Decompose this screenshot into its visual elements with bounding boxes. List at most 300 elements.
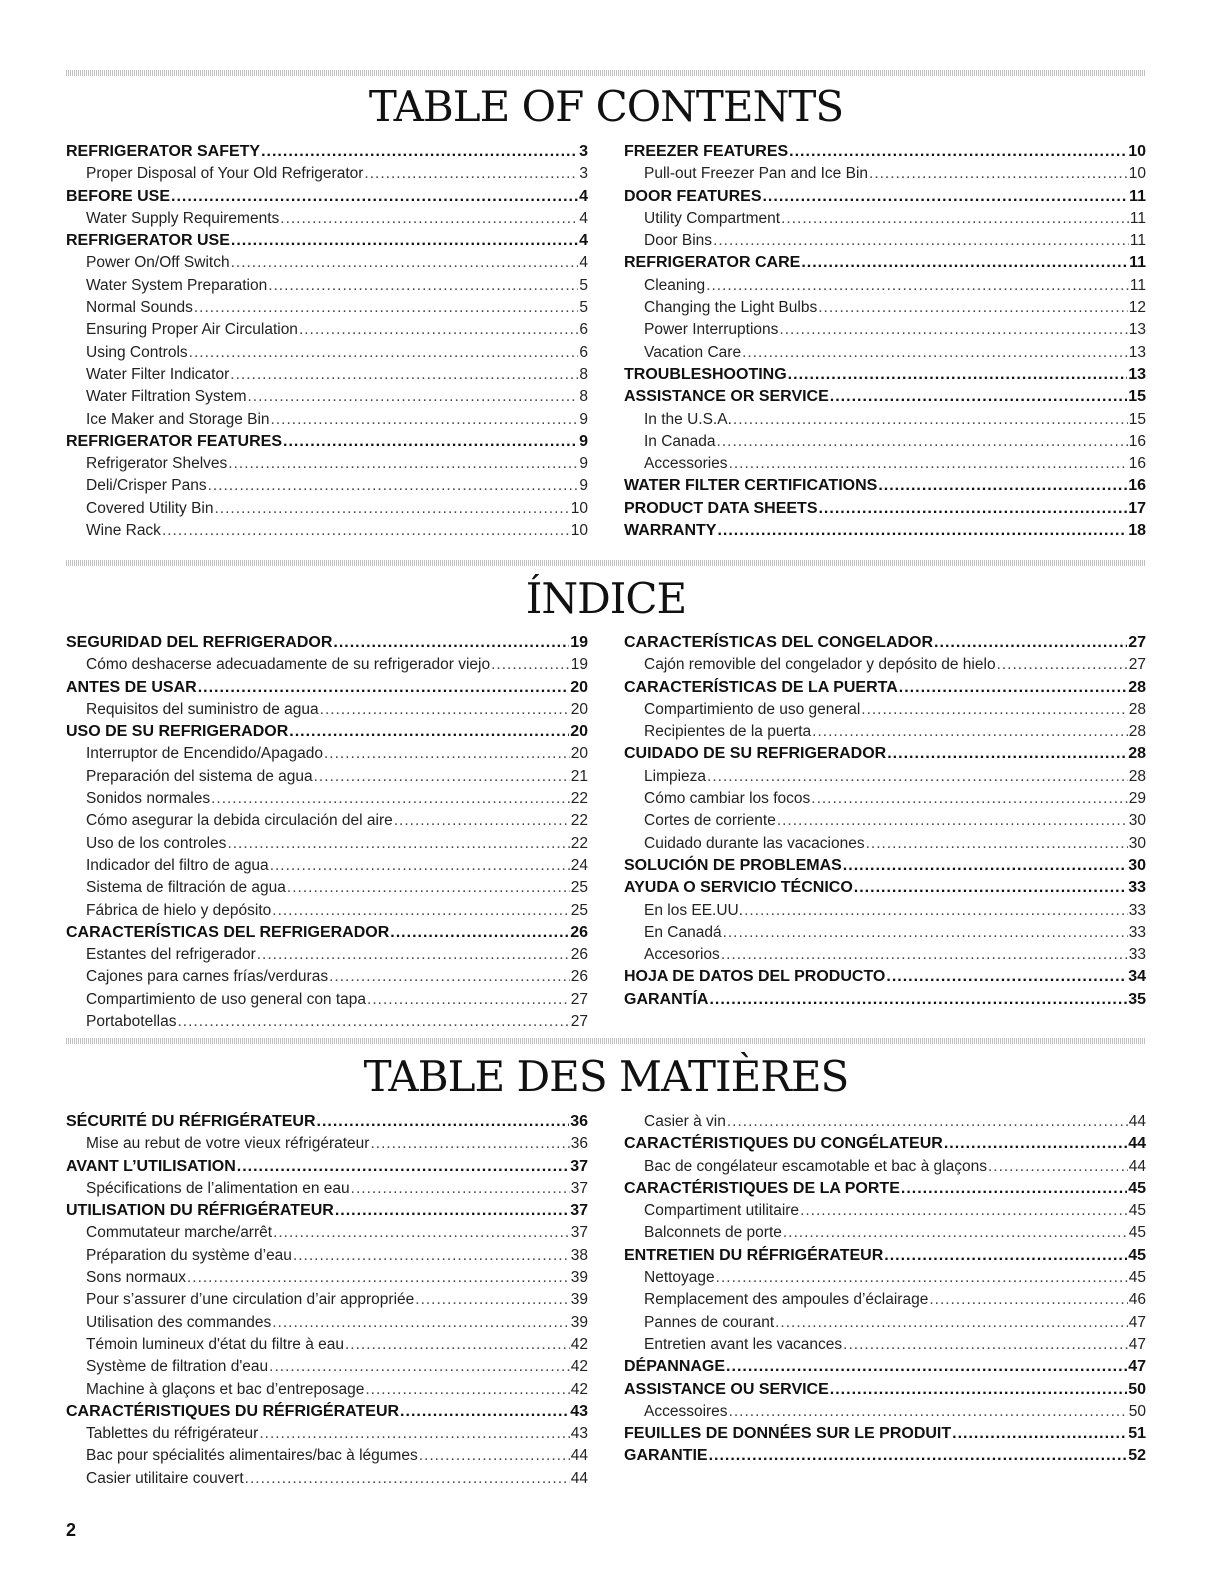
dot-leader [231, 230, 578, 252]
dot-leader [261, 141, 578, 163]
dot-leader [843, 855, 1127, 877]
entry-page-number: 11 [1129, 254, 1146, 272]
entry-page-number: 9 [579, 432, 588, 450]
toc-subsection-entry [66, 788, 588, 810]
toc-section-entry [66, 141, 588, 163]
toc-subsection-entry [66, 453, 588, 475]
entry-page-number: 47 [1128, 1335, 1146, 1353]
toc-subsection-entry [66, 1011, 588, 1033]
toc-subsection-entry [66, 900, 588, 922]
entry-title: Pull-out Freezer Pan and Ice Bin [644, 165, 869, 183]
entry-page-number: 19 [570, 656, 588, 674]
toc-section-entry [624, 855, 1146, 877]
toc-section-entry [66, 1156, 588, 1178]
entry-title: Preparación del sistema de agua [86, 767, 313, 785]
dot-leader [257, 944, 570, 966]
dot-leader [370, 1133, 569, 1155]
entry-title: Compartimiento de uso general [644, 700, 861, 718]
dot-leader [268, 275, 578, 297]
entry-page-number: 20 [570, 723, 588, 741]
entry-page-number: 42 [570, 1380, 588, 1398]
entry-page-number: 8 [579, 388, 588, 406]
toc-subsection-entry [624, 721, 1146, 743]
toc-subsection-entry [624, 409, 1146, 431]
section-divider [66, 560, 1146, 566]
entry-page-number: 44 [570, 1469, 588, 1487]
entry-title: USO DE SU REFRIGERADOR [66, 723, 289, 741]
entry-title: Spécifications de l’alimentation en eau [86, 1179, 350, 1197]
entry-page-number: 50 [1128, 1402, 1146, 1420]
entry-title: AVANT L’UTILISATION [66, 1157, 236, 1175]
entry-page-number: 20 [570, 678, 588, 696]
toc-subsection-entry [66, 1468, 588, 1490]
dot-leader [777, 810, 1128, 832]
entry-page-number: 45 [1128, 1179, 1146, 1197]
entry-page-number: 33 [1128, 879, 1146, 897]
toc-subsection-entry [66, 342, 588, 364]
entry-title: REFRIGERATOR FEATURES [66, 432, 283, 450]
entry-page-number: 28 [1128, 678, 1146, 696]
entry-title: Machine à glaçons et bac d’entreposage [86, 1380, 365, 1398]
toc-section-entry [624, 520, 1146, 542]
toc-section-entry [66, 632, 588, 654]
dot-leader [208, 475, 579, 497]
entry-title: Système de filtration d'eau [86, 1358, 269, 1376]
toc-section-entry [624, 386, 1146, 408]
toc-subsection-entry [624, 1111, 1146, 1133]
entry-title: Ensuring Proper Air Circulation [86, 321, 298, 339]
entry-page-number: 10 [570, 522, 588, 540]
entry-title: Pannes de courant [644, 1313, 775, 1331]
toc-section-entry [66, 230, 588, 252]
entry-page-number: 37 [570, 1202, 588, 1220]
entry-title: Vacation Care [644, 343, 742, 361]
entry-page-number: 5 [579, 299, 588, 317]
entry-title: Compartiment utilitaire [644, 1202, 800, 1220]
dot-leader [227, 833, 569, 855]
entry-title: REFRIGERATOR USE [66, 232, 230, 250]
entry-page-number: 28 [1128, 723, 1146, 741]
dot-leader [162, 520, 570, 542]
toc-subsection-entry [66, 966, 588, 988]
entry-page-number: 27 [570, 990, 588, 1008]
entry-title: Wine Rack [86, 522, 161, 540]
toc-subsection-entry [624, 922, 1146, 944]
entry-page-number: 46 [1128, 1291, 1146, 1309]
toc-subsection-entry [66, 1334, 588, 1356]
toc-section-entry [624, 743, 1146, 765]
entry-title: Limpieza [644, 767, 707, 785]
entry-page-number: 52 [1128, 1447, 1146, 1465]
entry-title: Tablettes du réfrigérateur [86, 1425, 259, 1443]
dot-leader [783, 1222, 1128, 1244]
entry-page-number: 28 [1128, 700, 1146, 718]
entry-title: Estantes del refrigerador [86, 946, 256, 964]
toc-subsection-entry [66, 163, 588, 185]
toc-section-entry [624, 1133, 1146, 1155]
dot-leader [272, 900, 569, 922]
dot-leader [269, 1356, 570, 1378]
entry-page-number: 39 [570, 1291, 588, 1309]
entry-page-number: 28 [1128, 767, 1146, 785]
dot-leader [709, 989, 1127, 1011]
toc-subsection-entry [66, 1178, 588, 1200]
entry-page-number: 13 [1128, 343, 1146, 361]
entry-title: Sons normaux [86, 1269, 186, 1287]
entry-page-number: 45 [1128, 1202, 1146, 1220]
entry-page-number: 15 [1128, 410, 1146, 428]
entry-title: AYUDA O SERVICIO TÉCNICO [624, 879, 853, 897]
entry-title: Casier utilitaire couvert [86, 1469, 244, 1487]
dot-leader [716, 1267, 1128, 1289]
toc-subsection-entry [624, 275, 1146, 297]
toc-subsection-entry [624, 208, 1146, 230]
dot-leader [899, 677, 1127, 699]
entry-page-number: 4 [579, 254, 588, 272]
dot-leader [317, 1111, 570, 1133]
entry-title: DOOR FEATURES [624, 187, 762, 205]
entry-title: Deli/Crisper Pans [86, 477, 207, 495]
dot-leader [177, 1011, 569, 1033]
toc-section-entry [624, 186, 1146, 208]
toc-subsection-entry [624, 833, 1146, 855]
entry-title: Entretien avant les vacances [644, 1335, 843, 1353]
toc-subsection-entry [66, 989, 588, 1011]
toc-subsection-entry [66, 944, 588, 966]
entry-title: HOJA DE DATOS DEL PRODUCTO [624, 968, 886, 986]
dot-leader [271, 409, 579, 431]
toc-subsection-entry [66, 252, 588, 274]
entry-title: Interruptor de Encendido/Apagado [86, 745, 323, 763]
entry-title: WATER FILTER CERTIFICATIONS [624, 477, 878, 495]
entry-title: Pour s’assurer d’une circulation d’air appropriée [86, 1291, 415, 1309]
toc-subsection-entry [66, 1312, 588, 1334]
entry-title: Accessoires [644, 1402, 728, 1420]
entry-page-number: 43 [570, 1402, 588, 1420]
section-title: TABLE OF CONTENTS [368, 82, 844, 131]
dot-leader [270, 855, 570, 877]
entry-page-number: 9 [579, 410, 588, 428]
dot-leader [830, 1379, 1127, 1401]
dot-leader [345, 1334, 570, 1356]
entry-title: Ice Maker and Storage Bin [86, 410, 270, 428]
entry-title: Bac de congélateur escamotable et bac à glaçons [644, 1157, 987, 1175]
page-number: 2 [66, 1520, 77, 1540]
entry-title: Commutateur marche/arrêt [86, 1224, 273, 1242]
dot-leader [729, 453, 1128, 475]
dot-leader [283, 431, 578, 453]
toc-section-entry [66, 721, 588, 743]
dot-leader [988, 1156, 1128, 1178]
toc-subsection-entry [66, 1379, 588, 1401]
toc-subsection-entry [66, 877, 588, 899]
entry-page-number: 5 [579, 276, 588, 294]
entry-title: Nettoyage [644, 1269, 715, 1287]
toc-subsection-entry [66, 1423, 588, 1445]
toc-subsection-entry [66, 1356, 588, 1378]
entry-title: Water Filtration System [86, 388, 247, 406]
entry-title: ENTRETIEN DU RÉFRIGÉRATEUR [624, 1246, 884, 1264]
dot-leader [259, 1423, 569, 1445]
entry-page-number: 4 [579, 232, 588, 250]
entry-title: Water Supply Requirements [86, 209, 280, 227]
toc-section-entry [624, 1423, 1146, 1445]
dot-leader [887, 743, 1127, 765]
dot-leader [314, 766, 570, 788]
toc-subsection-entry [624, 1267, 1146, 1289]
dot-leader [390, 922, 569, 944]
entry-title: GARANTÍA [624, 990, 709, 1008]
dot-leader [415, 1289, 569, 1311]
entry-title: Requisitos del suministro de agua [86, 700, 319, 718]
entry-page-number: 3 [579, 165, 588, 183]
toc-section-entry [66, 1111, 588, 1133]
entry-page-number: 33 [1128, 923, 1146, 941]
entry-page-number: 4 [579, 187, 588, 205]
entry-title: In the U.S.A. [644, 410, 732, 428]
toc-section-entry [66, 1401, 588, 1423]
entry-page-number: 12 [1128, 299, 1146, 317]
entry-title: PRODUCT DATA SHEETS [624, 499, 818, 517]
dot-leader [788, 364, 1128, 386]
entry-page-number: 33 [1128, 946, 1146, 964]
entry-title: Normal Sounds [86, 299, 193, 317]
entry-page-number: 34 [1128, 968, 1146, 986]
section-divider [66, 1038, 1146, 1044]
toc-subsection-entry [66, 1445, 588, 1467]
dot-leader [733, 409, 1128, 431]
dot-leader [717, 520, 1127, 542]
dot-leader [320, 699, 570, 721]
entry-page-number: 33 [1128, 901, 1146, 919]
entry-title: Utilisation des commandes [86, 1313, 272, 1331]
entry-page-number: 29 [1128, 790, 1146, 808]
toc-subsection-entry [66, 1289, 588, 1311]
entry-page-number: 13 [1128, 365, 1146, 383]
entry-title: Door Bins [644, 232, 713, 250]
toc-subsection-entry [624, 431, 1146, 453]
entry-page-number: 37 [570, 1224, 588, 1242]
entry-page-number: 51 [1128, 1425, 1146, 1443]
dot-leader [280, 208, 578, 230]
entry-title: ASSISTANCE OR SERVICE [624, 388, 829, 406]
entry-page-number: 13 [1128, 321, 1146, 339]
toc-subsection-entry [624, 1200, 1146, 1222]
entry-page-number: 6 [579, 321, 588, 339]
dot-leader [726, 1356, 1127, 1378]
indice-left-column [66, 632, 588, 1033]
entry-title: ASSISTANCE OU SERVICE [624, 1380, 829, 1398]
toc-subsection-entry [66, 699, 588, 721]
entry-title: Cómo cambiar los focos [644, 790, 811, 808]
dot-leader [351, 1178, 570, 1200]
entry-page-number: 11 [1129, 209, 1146, 227]
dot-leader [491, 654, 570, 676]
entry-title: In Canada [644, 432, 716, 450]
dot-leader [843, 1334, 1128, 1356]
entry-title: Changing the Light Bulbs [644, 299, 818, 317]
toc-subsection-entry [66, 319, 588, 341]
toc-section-entry [624, 877, 1146, 899]
toc-subsection-entry [624, 453, 1146, 475]
toc-subsection-entry [66, 654, 588, 676]
toc-subsection-entry [66, 520, 588, 542]
entry-page-number: 37 [570, 1179, 588, 1197]
entry-title: Utility Compartment [644, 209, 781, 227]
toc-section-entry [624, 475, 1146, 497]
dot-leader [929, 1289, 1127, 1311]
entry-title: Cuidado durante las vacaciones [644, 834, 865, 852]
toc-subsection-entry [624, 1156, 1146, 1178]
dot-leader [717, 431, 1128, 453]
entry-page-number: 11 [1129, 187, 1146, 205]
entry-title: ANTES DE USAR [66, 678, 197, 696]
toc-subsection-entry [624, 1222, 1146, 1244]
entry-page-number: 44 [1128, 1157, 1146, 1175]
entry-page-number: 16 [1128, 477, 1146, 495]
toc-section-entry [624, 1245, 1146, 1267]
entry-page-number: 22 [570, 812, 588, 830]
dot-leader [721, 944, 1128, 966]
entry-page-number: 37 [570, 1157, 588, 1175]
entry-page-number: 47 [1128, 1358, 1146, 1376]
dot-leader [367, 989, 570, 1011]
dot-leader [273, 1222, 570, 1244]
toc-left-column [66, 141, 588, 542]
entry-title: Power On/Off Switch [86, 254, 230, 272]
entry-title: Témoin lumineux d'état du filtre à eau [86, 1335, 344, 1353]
dot-leader [400, 1401, 569, 1423]
entry-page-number: 3 [579, 143, 588, 160]
entry-title: CARACTÉRISTIQUES DE LA PORTE [624, 1179, 900, 1197]
entry-page-number: 18 [1128, 522, 1146, 540]
toc-subsection-entry [624, 1312, 1146, 1334]
entry-title: Balconnets de porte [644, 1224, 782, 1242]
dot-leader [944, 1133, 1127, 1155]
entry-page-number: 22 [570, 834, 588, 852]
dot-leader [324, 743, 570, 765]
dot-leader [762, 186, 1128, 208]
entry-page-number: 6 [579, 343, 588, 361]
dot-leader [287, 877, 570, 899]
toc-section-entry [624, 1379, 1146, 1401]
entry-page-number: 39 [570, 1313, 588, 1331]
dot-leader [811, 788, 1127, 810]
toc-subsection-entry [66, 275, 588, 297]
entry-page-number: 45 [1128, 1246, 1146, 1264]
entry-page-number: 30 [1128, 812, 1146, 830]
dot-leader [299, 319, 578, 341]
dot-leader [818, 297, 1128, 319]
entry-title: FEUILLES DE DONNÉES SUR LE PRODUIT [624, 1425, 952, 1443]
entry-page-number: 45 [1128, 1269, 1146, 1287]
dot-leader [198, 677, 570, 699]
toc-subsection-entry [66, 1245, 588, 1267]
matieres-right-column [624, 1111, 1146, 1468]
entry-page-number: 11 [1129, 276, 1146, 294]
dot-leader [171, 186, 578, 208]
entry-page-number: 9 [579, 455, 588, 473]
entry-title: CARACTÉRISTIQUES DU RÉFRIGÉRATEUR [66, 1402, 400, 1420]
entry-title: Préparation du système d’eau [86, 1246, 292, 1264]
toc-subsection-entry [624, 163, 1146, 185]
matieres-left-column [66, 1111, 588, 1490]
entry-title: CARACTERÍSTICAS DE LA PUERTA [624, 678, 898, 696]
dot-leader [901, 1178, 1127, 1200]
entry-page-number: 16 [1128, 455, 1146, 473]
dot-leader [886, 966, 1127, 988]
entry-page-number: 25 [570, 901, 588, 919]
entry-title: CUIDADO DE SU REFRIGERADOR [624, 745, 887, 763]
toc-section-entry [624, 632, 1146, 654]
entry-title: Cleaning [644, 276, 706, 294]
toc-subsection-entry [624, 900, 1146, 922]
toc-section-entry [624, 141, 1146, 163]
toc-section-entry [624, 1178, 1146, 1200]
entry-title: Water Filter Indicator [86, 365, 230, 383]
entry-title: Cajones para carnes frías/verduras [86, 968, 329, 986]
toc-section-entry [624, 989, 1146, 1011]
toc-subsection-entry [66, 855, 588, 877]
entry-page-number: 26 [570, 946, 588, 964]
dot-leader [329, 966, 570, 988]
toc-section-entry [66, 922, 588, 944]
entry-title: SÉCURITÉ DU RÉFRIGÉRATEUR [66, 1113, 316, 1130]
indice-right-column [624, 632, 1146, 1011]
entry-title: FREEZER FEATURES [624, 143, 789, 160]
entry-page-number: 21 [570, 767, 588, 785]
entry-title: GARANTIE [624, 1447, 708, 1465]
entry-title: CARACTERÍSTICAS DEL CONGELADOR [624, 634, 934, 651]
entry-page-number: 19 [570, 634, 588, 651]
dot-leader [215, 498, 570, 520]
entry-page-number: 36 [570, 1113, 588, 1130]
toc-subsection-entry [624, 297, 1146, 319]
toc-subsection-entry [624, 1289, 1146, 1311]
section-title: TABLE DES MATIÈRES [363, 1052, 849, 1101]
entry-title: Power Interruptions [644, 321, 779, 339]
entry-title: Cómo deshacerse adecuadamente de su refrigerador viejo [86, 656, 491, 674]
entry-page-number: 27 [1128, 634, 1146, 651]
toc-section-entry [624, 364, 1146, 386]
entry-title: Casier à vin [644, 1113, 726, 1130]
toc-subsection-entry [66, 1222, 588, 1244]
entry-page-number: 44 [1128, 1135, 1146, 1153]
entry-page-number: 11 [1129, 232, 1146, 250]
entry-page-number: 15 [1128, 388, 1146, 406]
entry-title: UTILISATION DU RÉFRIGÉRATEUR [66, 1202, 334, 1220]
toc-subsection-entry [66, 409, 588, 431]
dot-leader [194, 297, 579, 319]
dot-leader [866, 833, 1128, 855]
dot-leader [419, 1445, 570, 1467]
dot-leader [289, 721, 569, 743]
dot-leader [812, 721, 1128, 743]
toc-subsection-entry [66, 364, 588, 386]
dot-leader [744, 900, 1128, 922]
entry-title: Portabotellas [86, 1013, 177, 1031]
dot-leader [830, 386, 1127, 408]
dot-leader [333, 632, 569, 654]
entry-page-number: 47 [1128, 1313, 1146, 1331]
dot-leader [293, 1245, 570, 1267]
entry-page-number: 10 [570, 499, 588, 517]
entry-title: En los EE.UU. [644, 901, 744, 919]
entry-title: BEFORE USE [66, 187, 171, 205]
entry-title: Bac pour spécialités alimentaires/bac à légumes [86, 1447, 418, 1465]
dot-leader [869, 163, 1128, 185]
toc-subsection-entry [624, 699, 1146, 721]
